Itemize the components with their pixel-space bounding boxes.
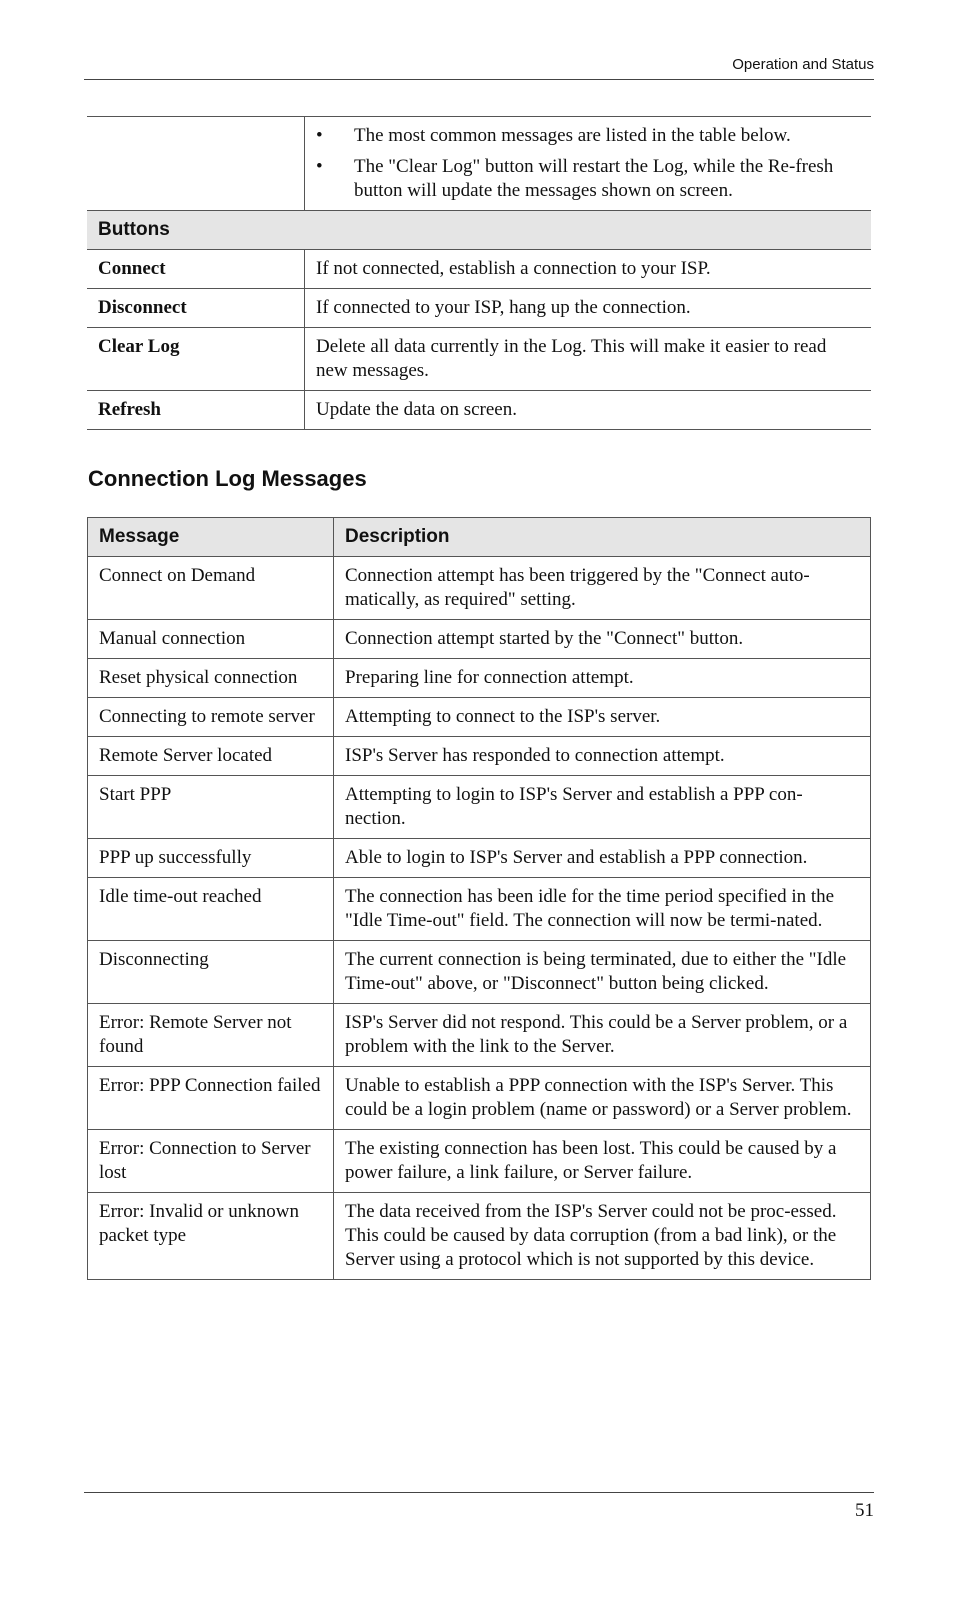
message-cell: Error: Invalid or unknown packet type [88,1193,334,1280]
table-row [88,878,871,941]
table-row [88,839,871,878]
page-footer [84,1492,874,1522]
message-cell: Error: PPP Connection failed [88,1067,334,1130]
bullet-text: The most common messages are listed in the table below. [354,125,791,146]
description-cell: Connection attempt started by the "Connect" button. [334,620,871,659]
description-cell: Preparing line for connection attempt. [334,659,871,698]
message-cell: Error: Remote Server not found [88,1004,334,1067]
table-row [88,1130,871,1193]
description-cell: Able to login to ISP's Server and establish a PPP connection. [334,839,871,878]
description-cell: ISP's Server has responded to connection attempt. [334,737,871,776]
table-row [88,620,871,659]
description-cell: ISP's Server did not respond. This could be a Server problem, or a problem with the link to the Server. [334,1004,871,1067]
button-row-clear-log [87,328,871,391]
description-cell: Unable to establish a PPP connection with the ISP's Server. This could be a login problem (name or password) or a Server problem. [334,1067,871,1130]
column-header-message: Message [88,518,334,557]
table-row [88,1067,871,1130]
intro-bullets-cell [305,117,872,211]
button-row-refresh [87,391,871,430]
table-row [88,659,871,698]
running-header-text: Operation and Status [732,56,874,73]
button-name: Connect [87,250,305,289]
message-cell: Connect on Demand [88,557,334,620]
message-cell: Disconnecting [88,941,334,1004]
table-row [88,776,871,839]
table-row [88,941,871,1004]
description-cell: The connection has been idle for the time period specified in the "Idle Time-out" field. The connection will now be termi-nated. [334,878,871,941]
button-row-connect [87,250,871,289]
buttons-band-label: Buttons [87,211,871,250]
description-cell: The current connection is being terminated, due to either the "Idle Time-out" above, or "Disconnect" button being clicked. [334,941,871,1004]
button-name: Refresh [87,391,305,430]
message-cell: Manual connection [88,620,334,659]
description-cell: Connection attempt has been triggered by the "Connect auto-matically, as required" setting. [334,557,871,620]
description-cell: Attempting to connect to the ISP's server. [334,698,871,737]
button-name: Disconnect [87,289,305,328]
button-name: Clear Log [87,328,305,391]
message-cell: Start PPP [88,776,334,839]
intro-blank-cell [87,117,305,211]
description-cell: The data received from the ISP's Server could not be proc-essed. This could be caused by data corruption (from a bad link), or the Server using a protocol which is not supported by this device. [334,1193,871,1280]
description-cell: The existing connection has been lost. This could be caused by a power failure, a link failure, or Server failure. [334,1130,871,1193]
button-description: Update the data on screen. [305,391,872,430]
table-row [88,1004,871,1067]
column-header-description: Description [334,518,871,557]
button-row-disconnect [87,289,871,328]
bullet-icon: • [316,125,323,146]
intro-row [87,117,871,211]
buttons-band-row [87,211,871,250]
message-cell: Idle time-out reached [88,878,334,941]
message-cell: Reset physical connection [88,659,334,698]
page-number: 51 [855,1500,874,1521]
messages-header-row [88,518,871,557]
button-description: If connected to your ISP, hang up the connection. [305,289,872,328]
intro-bullet-list [316,124,861,203]
bullet-text: The "Clear Log" button will restart the Log, while the Re-fresh button will update the messages shown on screen. [354,156,834,201]
button-description: If not connected, establish a connection to your ISP. [305,250,872,289]
table-row [88,737,871,776]
bullet-icon: • [316,156,323,177]
table-row [88,557,871,620]
message-cell: Error: Connection to Server lost [88,1130,334,1193]
table-row [88,1193,871,1280]
buttons-table [87,116,871,430]
table-row [88,698,871,737]
button-description: Delete all data currently in the Log. This will make it easier to read new messages. [305,328,872,391]
messages-table [87,517,871,1280]
message-cell: PPP up successfully [88,839,334,878]
running-header [84,56,874,80]
bullet-item [316,124,861,148]
message-cell: Remote Server located [88,737,334,776]
message-cell: Connecting to remote server [88,698,334,737]
section-title: Connection Log Messages [88,466,367,491]
description-cell: Attempting to login to ISP's Server and establish a PPP con-nection. [334,776,871,839]
bullet-item [316,155,861,203]
